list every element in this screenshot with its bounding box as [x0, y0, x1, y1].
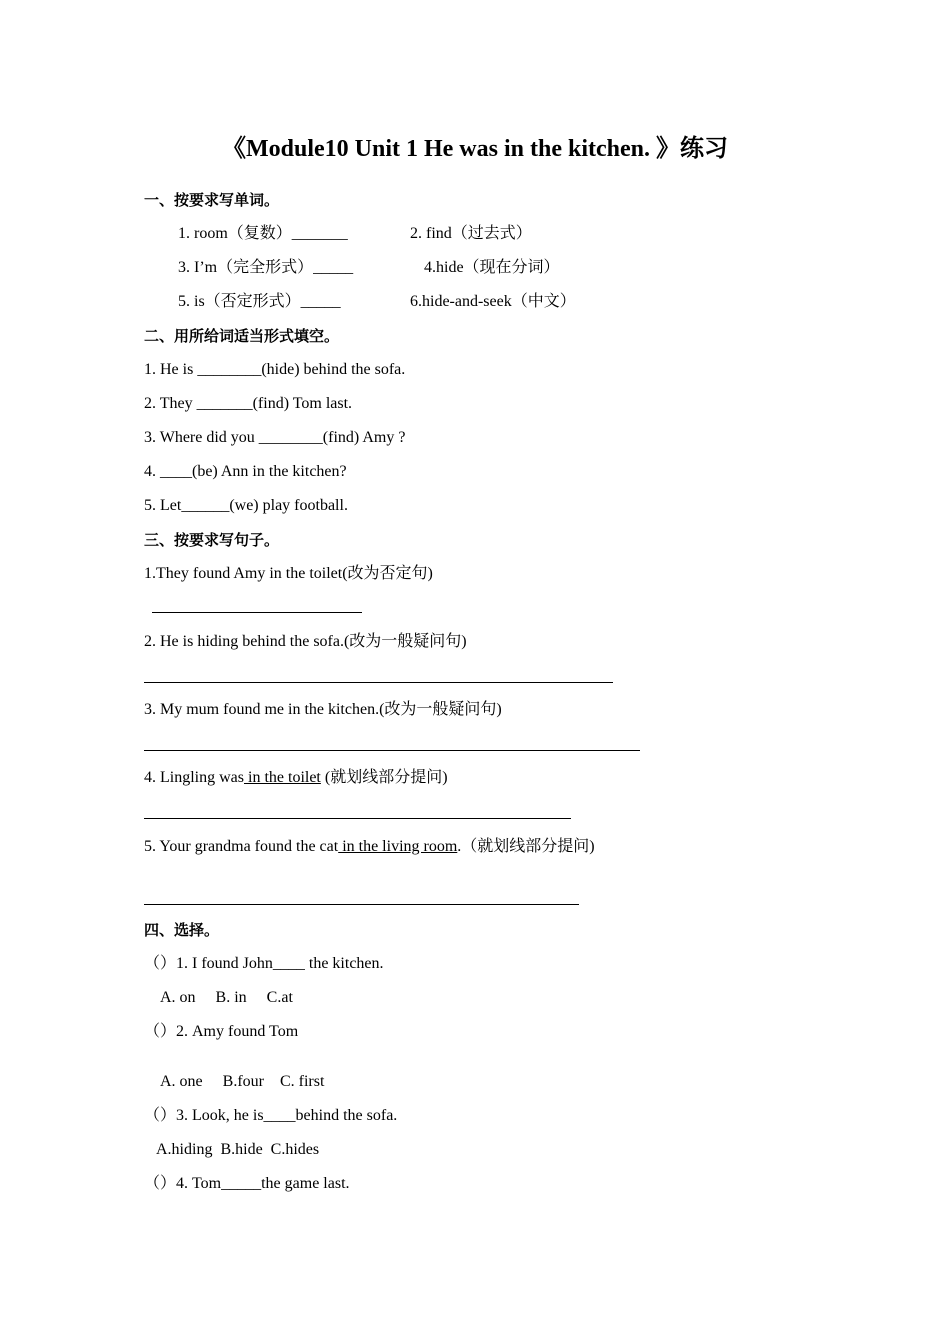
s3-question-1: 1.They found Amy in the toilet(改为否定句) [144, 565, 433, 582]
s3-question-3: 3. My mum found me in the kitchen.(改为一般疑问句) [144, 701, 502, 718]
section3-heading: 三、按要求写句子。 [144, 531, 280, 549]
s3-answer-line-1 [152, 612, 362, 613]
s3-answer-line-5 [144, 904, 579, 905]
section2-heading: 二、用所给词适当形式填空。 [144, 327, 340, 345]
s2-item-3: 3. Where did you ________(find) Amy ? [144, 429, 406, 446]
s3-answer-line-4 [144, 818, 571, 819]
s4-q3-options: A.hiding B.hide C.hides [156, 1141, 320, 1158]
s1-item-1: 1. room（复数）_______ [178, 225, 348, 242]
s3-question-2: 2. He is hiding behind the sofa.(改为一般疑问句) [144, 633, 467, 650]
s4-question-1: （）1. I found John____ the kitchen. [144, 955, 384, 972]
s3-q4-underlined: in the toilet [244, 769, 321, 786]
s4-question-4: （）4. Tom_____the game last. [144, 1175, 350, 1192]
s3-question-4 [144, 768, 448, 788]
s3-answer-line-2 [144, 682, 613, 683]
section1-heading: 一、按要求写单词。 [144, 191, 280, 209]
s4-q2-options: A. one B.four C. first [160, 1073, 325, 1090]
s1-item-5: 5. is（否定形式）_____ [178, 293, 341, 310]
s3-q5-text: 5. Your grandma found the cat [144, 838, 339, 855]
s3-q4-instruction: (就划线部分提问) [320, 769, 448, 786]
s3-q4-text: 4. Lingling was [144, 769, 244, 786]
s3-question-5 [144, 837, 595, 857]
s2-item-5: 5. Let______(we) play football. [144, 497, 348, 514]
s1-item-2: 2. find（过去式） [410, 225, 532, 242]
s4-question-2: （）2. Amy found Tom [144, 1023, 299, 1040]
s3-q5-instruction: .（就划线部分提问) [457, 838, 595, 855]
s4-q1-options: A. on B. in C.at [160, 989, 293, 1006]
s1-item-3: 3. I’m（完全形式）_____ [178, 259, 354, 276]
s3-answer-line-3 [144, 750, 640, 751]
s3-q5-underlined: in the living room [338, 838, 458, 855]
s2-item-4: 4. ____(be) Ann in the kitchen? [144, 463, 347, 480]
s2-item-2: 2. They _______(find) Tom last. [144, 395, 353, 412]
section4-heading: 四、选择。 [144, 921, 220, 939]
s2-item-1: 1. He is ________(hide) behind the sofa. [144, 361, 406, 378]
s1-item-4: 4.hide（现在分词） [424, 259, 560, 276]
page-title: 《Module10 Unit 1 He was in the kitchen. 》练习 [221, 136, 728, 162]
s4-question-3: （）3. Look, he is____behind the sofa. [144, 1107, 398, 1124]
s1-item-6: 6.hide-and-seek（中文） [410, 293, 576, 310]
